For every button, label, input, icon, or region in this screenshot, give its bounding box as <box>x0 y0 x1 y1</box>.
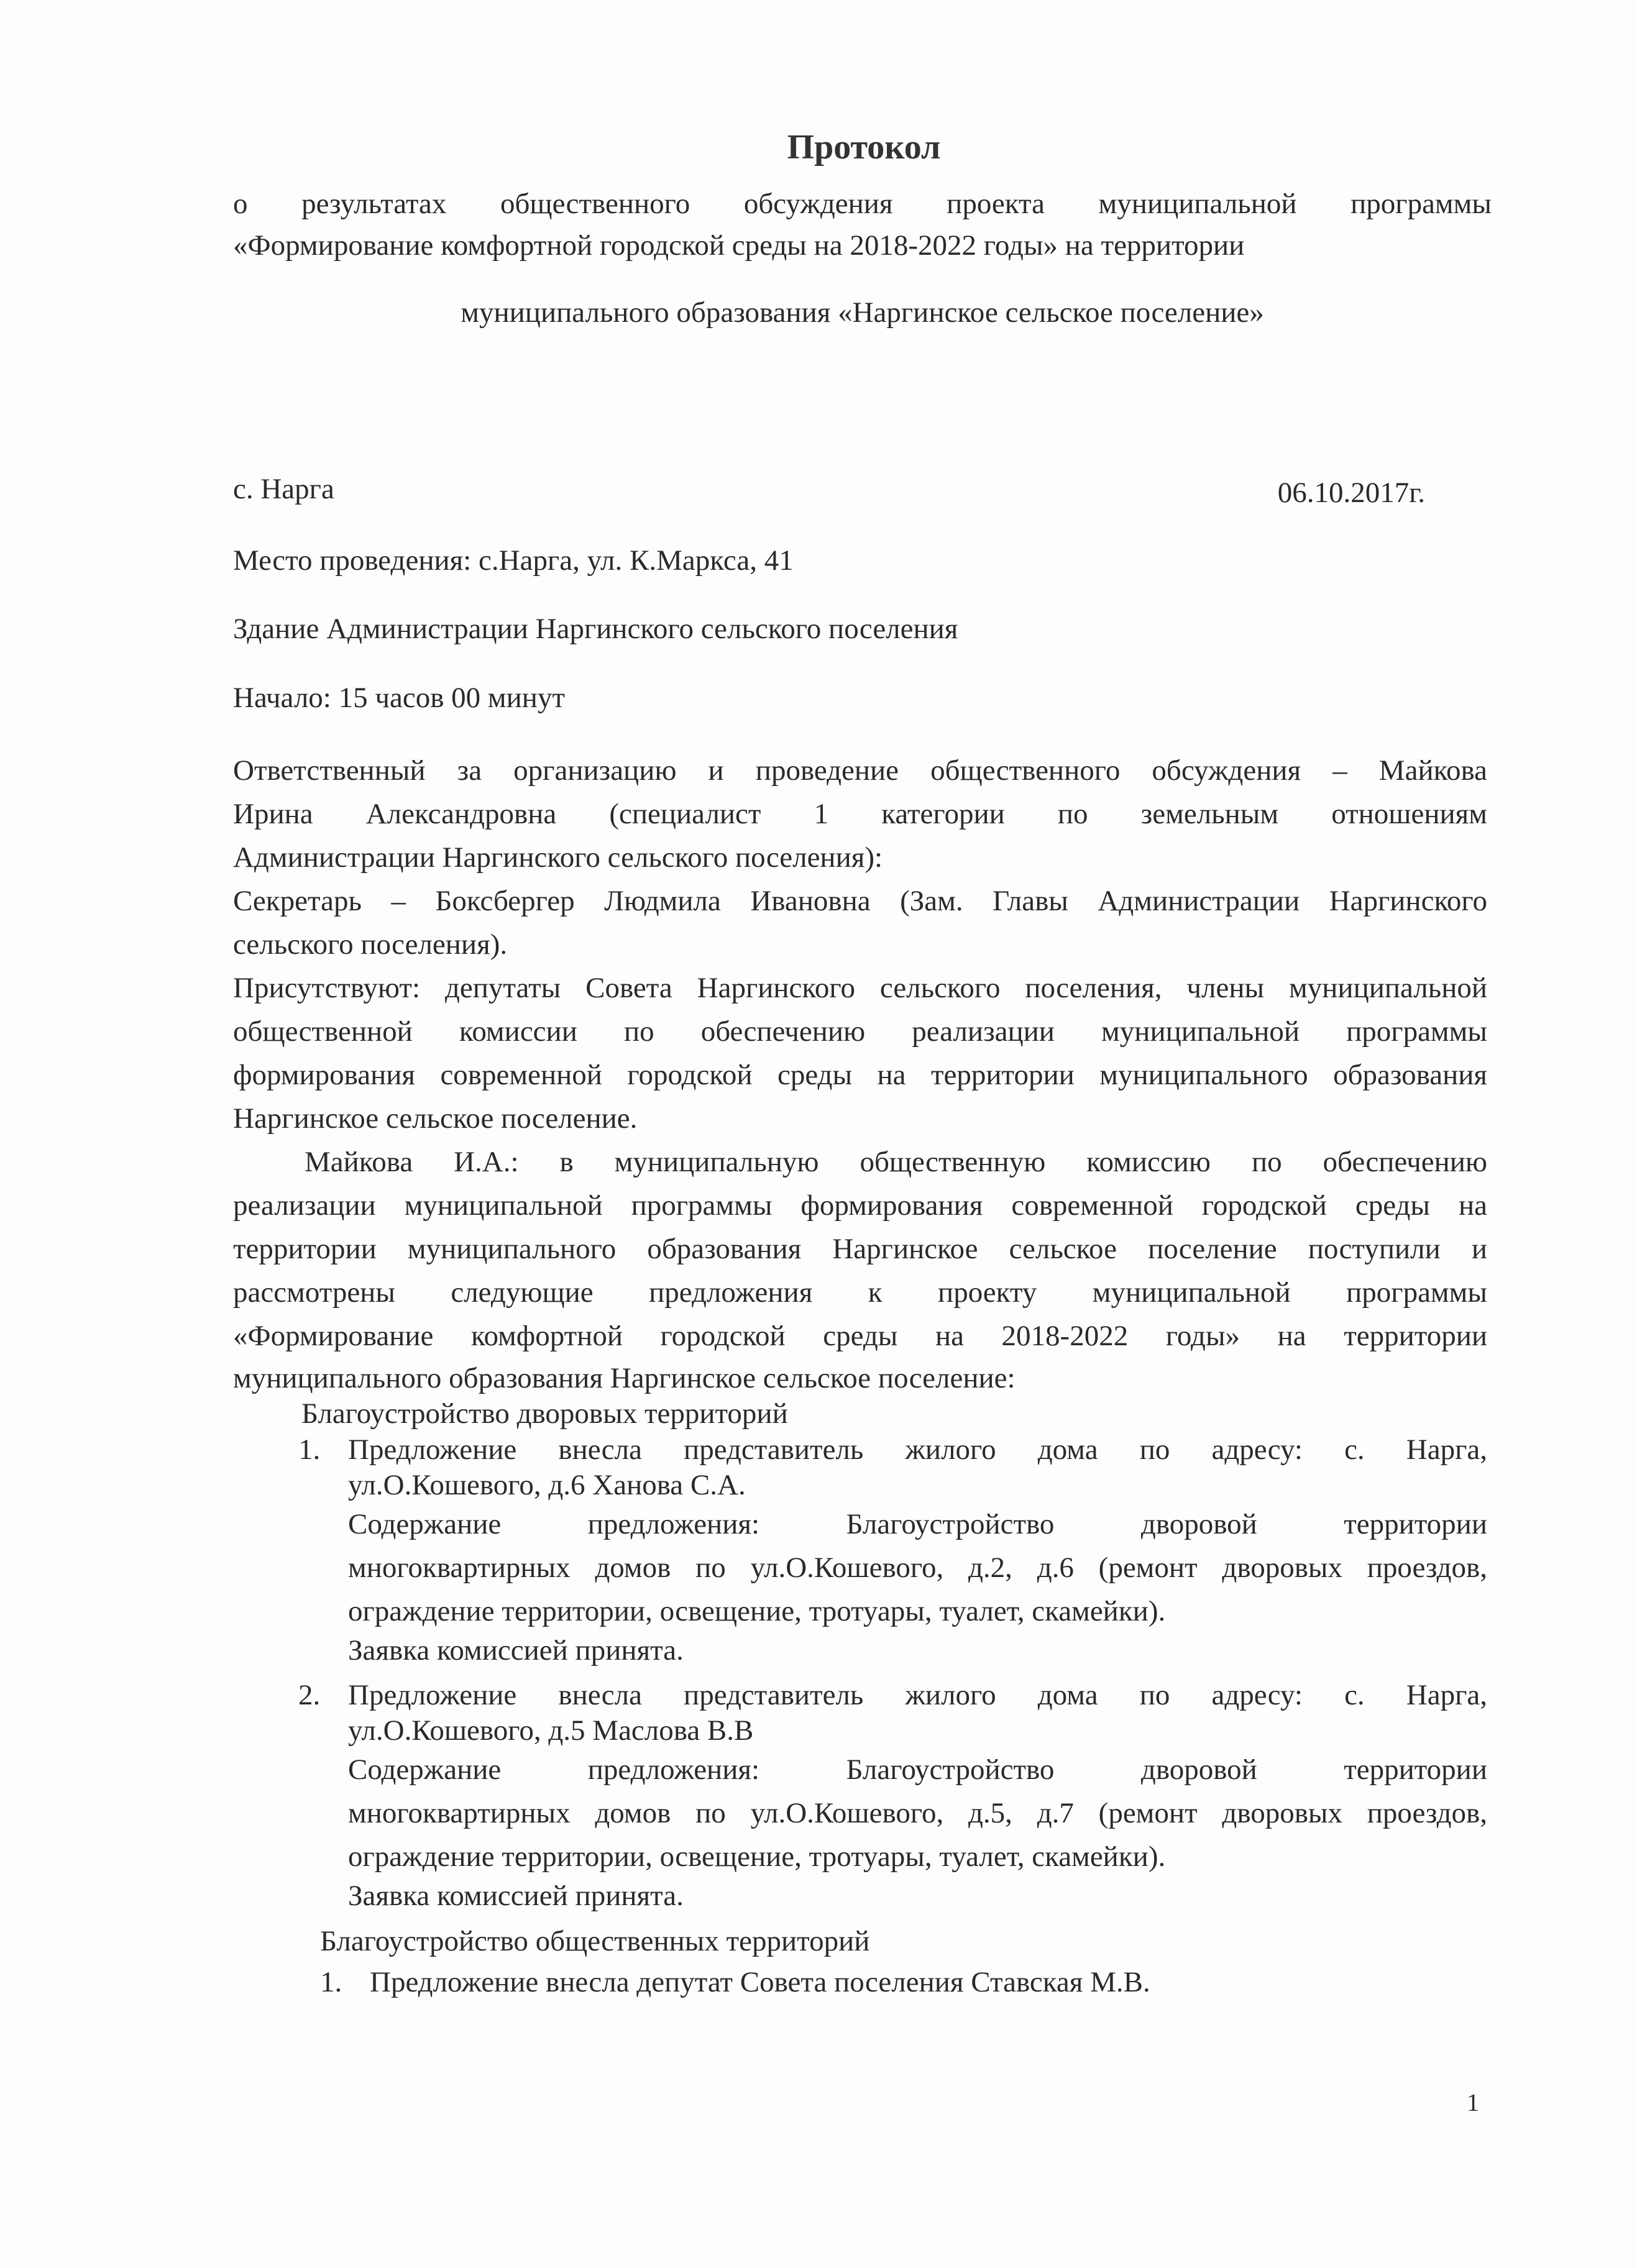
yards-item-number: 1. <box>298 1434 321 1466</box>
report-line-1: Майкова И.А.: в муниципальную общественную комиссию по обеспечению <box>305 1146 1487 1178</box>
venue: Место проведения: с.Нарга, ул. К.Маркса, 41 <box>233 544 794 577</box>
subtitle-line-3: муниципального образования «Наргинское сельское поселение» <box>461 296 1264 329</box>
yards-item-2-line-6: Заявка комиссией принята. <box>348 1880 684 1912</box>
public-item-number: 1. <box>320 1966 342 1998</box>
document-title: Протокол <box>787 128 941 167</box>
yards-item-1-line-5: ограждение территории, освещение, тротуары, туалет, скамейки). <box>348 1595 1166 1627</box>
yards-item-2-line-1: Предложение внесла представитель жилого дома по адресу: с. Нарга, <box>348 1679 1487 1711</box>
secretary-line-2: сельского поселения). <box>233 928 508 961</box>
public-item-1-line-1: Предложение внесла депутат Совета поселения Ставская М.В. <box>370 1966 1150 1998</box>
date: 06.10.2017г. <box>1277 477 1425 509</box>
present-line-3: формирования современной городской среды на территории муниципального образования <box>233 1059 1487 1091</box>
yards-item-1-line-6: Заявка комиссией принята. <box>348 1634 684 1667</box>
responsible-line-1: Ответственный за организацию и проведение общественного обсуждения – Майкова <box>233 754 1487 787</box>
yards-item-2-line-4: многоквартирных домов по ул.О.Кошевого, д.5, д.7 (ремонт дворовых проездов, <box>348 1797 1487 1829</box>
report-line-5: «Формирование комфортной городской среды на 2018-2022 годы» на территории <box>233 1320 1487 1352</box>
building: Здание Администрации Наргинского сельского поселения <box>233 613 958 645</box>
report-line-3: территории муниципального образования Наргинское сельское поселение поступили и <box>233 1233 1487 1265</box>
subtitle-line-2: «Формирование комфортной городской среды на 2018-2022 годы» на территории <box>233 229 1245 262</box>
yards-item-1-line-4: многоквартирных домов по ул.О.Кошевого, д.2, д.6 (ремонт дворовых проездов, <box>348 1552 1487 1584</box>
responsible-line-2: Ирина Александровна (специалист 1 категории по земельным отношениям <box>233 798 1487 830</box>
start-time: Начало: 15 часов 00 минут <box>233 682 565 714</box>
present-line-2: общественной комиссии по обеспечению реализации муниципальной программы <box>233 1015 1487 1048</box>
responsible-line-3: Администрации Наргинского сельского поселения): <box>233 841 883 874</box>
section-yards-heading: Благоустройство дворовых территорий <box>301 1397 788 1430</box>
yards-item-1-line-2: ул.О.Кошевого, д.6 Ханова С.А. <box>348 1469 746 1501</box>
section-public-heading: Благоустройство общественных территорий <box>320 1925 870 1957</box>
report-line-2: реализации муниципальной программы формирования современной городской среды на <box>233 1189 1487 1222</box>
yards-item-2-line-2: ул.О.Кошевого, д.5 Маслова В.В <box>348 1714 754 1747</box>
subtitle-line-1: о результатах общественного обсуждения проекта муниципальной программы <box>233 188 1492 220</box>
present-line-1: Присутствуют: депутаты Совета Наргинского сельского поселения, члены муниципальной <box>233 972 1487 1004</box>
yards-item-2-line-5: ограждение территории, освещение, тротуары, туалет, скамейки). <box>348 1840 1166 1873</box>
report-line-6: муниципального образования Наргинское сельское поселение: <box>233 1362 1016 1394</box>
secretary-line-1: Секретарь – Боксбергер Людмила Ивановна (Зам. Главы Администрации Наргинского <box>233 885 1487 917</box>
place: с. Нарга <box>233 473 334 505</box>
yards-item-1-line-3: Содержание предложения: Благоустройство дворовой территории <box>348 1508 1487 1540</box>
yards-item-2-line-3: Содержание предложения: Благоустройство дворовой территории <box>348 1754 1487 1786</box>
present-line-4: Наргинское сельское поселение. <box>233 1102 638 1135</box>
report-line-4: рассмотрены следующие предложения к проекту муниципальной программы <box>233 1276 1487 1309</box>
page-number: 1 <box>1467 2088 1479 2116</box>
yards-item-1-line-1: Предложение внесла представитель жилого дома по адресу: с. Нарга, <box>348 1434 1487 1466</box>
yards-item-number: 2. <box>298 1679 321 1711</box>
